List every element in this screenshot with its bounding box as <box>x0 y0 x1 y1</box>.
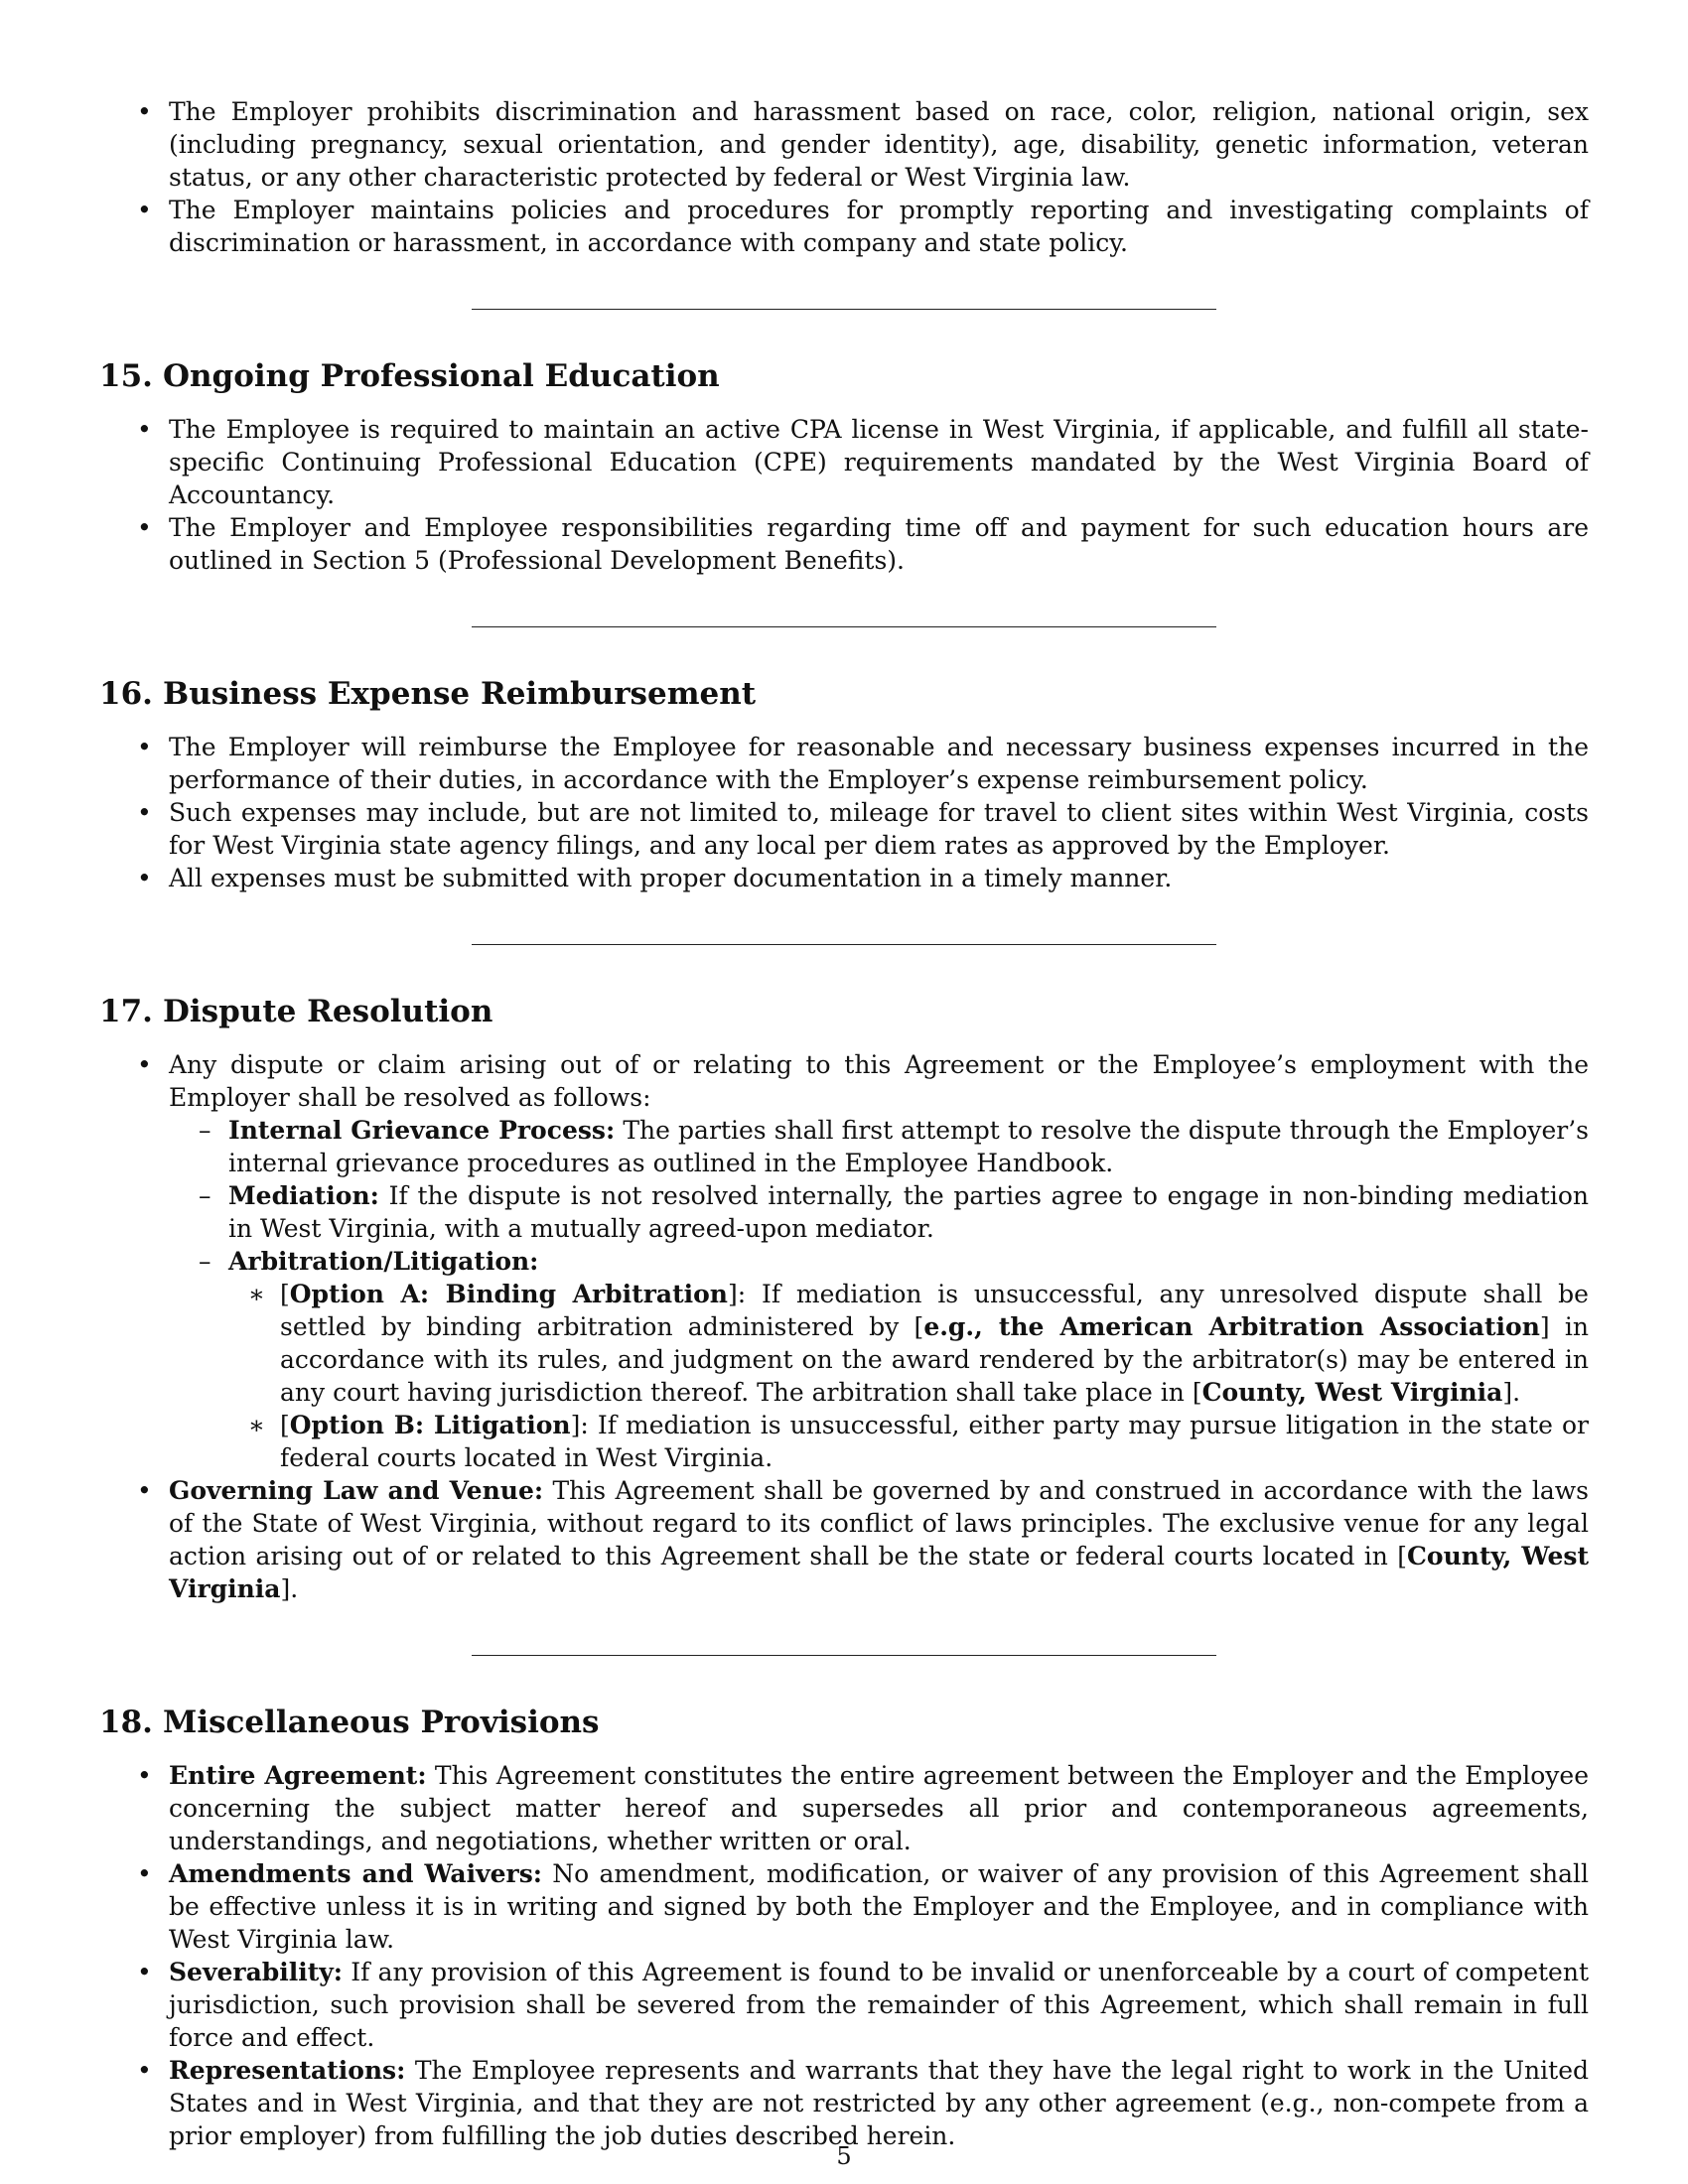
section-number: 16. <box>99 676 153 712</box>
county-placeholder: County, West Virginia <box>1201 1378 1503 1407</box>
arbitration-options-list <box>228 1278 1589 1474</box>
item-text: : If mediation is unsuccessful, either party may pursue litigation in the state or federal courts located in West Virginia. <box>280 1411 1589 1472</box>
item-text: If the dispute is not resolved internally, the parties agree to engage in non-binding mediation in West Virginia, with a mutually agreed-upon mediator. <box>228 1181 1589 1243</box>
list-item: • The Employee is required to maintain an active CPA license in West Virginia, if applicable, and fulfill all state-specific Continuing Professional Education (CPE) requirements mandated by the West Virginia Board of Accountancy. <box>99 413 1589 511</box>
county-placeholder: County, West Virginia <box>169 1542 1589 1603</box>
section-heading-16 <box>99 675 1589 713</box>
section-divider <box>472 1655 1216 1656</box>
item-text: This Agreement constitutes the entire agreement between the Employer and the Employee concerning the subject matter hereof and supersedes all prior and contemporaneous agreements, understandings, and negotiations, whether written or oral. <box>169 1761 1590 1855</box>
item-label: Severability: <box>169 1958 344 1986</box>
list-item <box>99 1048 1589 1474</box>
dispute-intro: Any dispute or claim arising out of or relating to this Agreement or the Employee’s employment with the Employer shall be resolved as follows: <box>169 1050 1589 1112</box>
section-16-list <box>99 731 1589 894</box>
section-title: Dispute Resolution <box>163 994 493 1029</box>
list-item <box>99 2054 1589 2152</box>
item-label: Mediation: <box>228 1181 379 1210</box>
list-item: • Such expenses may include, but are not limited to, mileage for travel to client sites within West Virginia, costs for West Virginia state agency filings, and any local per diem rates as approved by the Employer. <box>99 796 1589 862</box>
section-heading-15 <box>99 357 1589 395</box>
section-divider <box>472 626 1216 627</box>
list-item: ∗ [Option A: Binding Arbitration]: If mediation is unsuccessful, any unresolved dispute shall be settled by binding arbitration administered by [e.g., the American Arbitration Association] in accordance with its rules, and judgment on the award rendered by the arbitrator(s) may be entered in any court having jurisdiction thereof. The arbitration shall take place in [County, West Virginia]. <box>228 1278 1589 1409</box>
option-b-label: Option B: Litigation <box>289 1411 571 1439</box>
list-item <box>169 1179 1589 1245</box>
list-item: • The Employer and Employee responsibilities regarding time off and payment for such education hours are outlined in Section 5 (Professional Development Benefits). <box>99 511 1589 577</box>
section-title: Business Expense Reimbursement <box>163 676 757 712</box>
section-heading-18 <box>99 1704 1589 1741</box>
list-item <box>99 1956 1589 2054</box>
list-item <box>169 1114 1589 1179</box>
list-item <box>169 1245 1589 1474</box>
item-label: Entire Agreement: <box>169 1761 427 1790</box>
item-text: The parties shall first attempt to resolve the dispute through the Employer’s internal grievance procedures as outlined in the Employee Handbook. <box>228 1116 1589 1177</box>
section-heading-17 <box>99 993 1589 1030</box>
section-divider <box>472 944 1216 945</box>
item-text: This Agreement shall be governed by and construed in accordance with the laws of the State of West Virginia, without regard to its conflict of laws principles. The exclusive venue for any legal action arising out of or related to this Agreement shall be the state or federal courts located in <box>169 1476 1590 1570</box>
section-17-list <box>99 1048 1589 1605</box>
dispute-sub-list <box>169 1114 1589 1474</box>
section-number: 18. <box>99 1705 153 1740</box>
intro-bullet-list <box>99 95 1589 259</box>
section-divider <box>472 309 1216 310</box>
list-item: ∗ [Option B: Litigation]: If mediation is unsuccessful, either party may pursue litigation in the state or federal courts located in West Virginia. <box>228 1409 1589 1474</box>
item-label: Internal Grievance Process: <box>228 1116 616 1145</box>
list-item: • Governing Law and Venue: This Agreement shall be governed by and construed in accordance with the laws of the State of West Virginia, without regard to its conflict of laws principles. The exclusive venue for any legal action arising out of or related to this Agreement shall be the state or federal courts located in [County, West Virginia]. <box>99 1474 1589 1605</box>
item-text: The Employee represents and warrants that they have the legal right to work in the United States and in West Virginia, and that they are not restricted by any other agreement (e.g., non-compete from a prior employer) from fulfilling the job duties described herein. <box>169 2056 1589 2150</box>
item-text: in accordance with its rules, and judgment on the award rendered by the arbitrator(s) may be entered in any court having jurisdiction thereof. The arbitration shall take place in <box>280 1312 1590 1407</box>
section-number: 17. <box>99 994 153 1029</box>
item-text: No amendment, modification, or waiver of any provision of this Agreement shall be effective unless it is in writing and signed by both the Employer and the Employee, and in compliance with West Virginia law. <box>169 1859 1589 1954</box>
list-item <box>99 1759 1589 1857</box>
list-item: • The Employer maintains policies and procedures for promptly reporting and investigating complaints of discrimination or harassment, in accordance with company and state policy. <box>99 194 1589 259</box>
item-label: Governing Law and Venue: <box>169 1476 544 1505</box>
item-label: Representations: <box>169 2056 406 2085</box>
section-18-list <box>99 1759 1589 2152</box>
list-item: • All expenses must be submitted with proper documentation in a timely manner. <box>99 862 1589 894</box>
item-text: If any provision of this Agreement is found to be invalid or unenforceable by a court of competent jurisdiction, such provision shall be severed from the remainder of this Agreement, which shall remain in full force and effect. <box>169 1958 1589 2052</box>
item-text: : If mediation is unsuccessful, any unresolved dispute shall be settled by binding arbitration administered by <box>280 1280 1589 1341</box>
section-title: Miscellaneous Provisions <box>163 1705 600 1740</box>
section-number: 15. <box>99 358 153 394</box>
list-item: • The Employer will reimburse the Employee for reasonable and necessary business expenses incurred in the performance of their duties, in accordance with the Employer’s expense reimbursement policy. <box>99 731 1589 796</box>
list-item <box>99 1857 1589 1956</box>
page-number: 5 <box>836 2142 852 2170</box>
arbitration-org-placeholder: e.g., the American Arbitration Association <box>923 1312 1540 1341</box>
item-label: Amendments and Waivers: <box>169 1859 543 1888</box>
item-label: Arbitration/Litigation: <box>228 1247 539 1276</box>
section-title: Ongoing Professional Education <box>163 358 720 394</box>
section-15-list <box>99 413 1589 577</box>
document-page <box>99 95 1589 2152</box>
list-item: • The Employer prohibits discrimination and harassment based on race, color, religion, national origin, sex (including pregnancy, sexual orientation, and gender identity), age, disability, genetic information, veteran status, or any other characteristic protected by federal or West Virginia law. <box>99 95 1589 194</box>
option-a-label: Option A: Binding Arbitration <box>289 1280 728 1308</box>
